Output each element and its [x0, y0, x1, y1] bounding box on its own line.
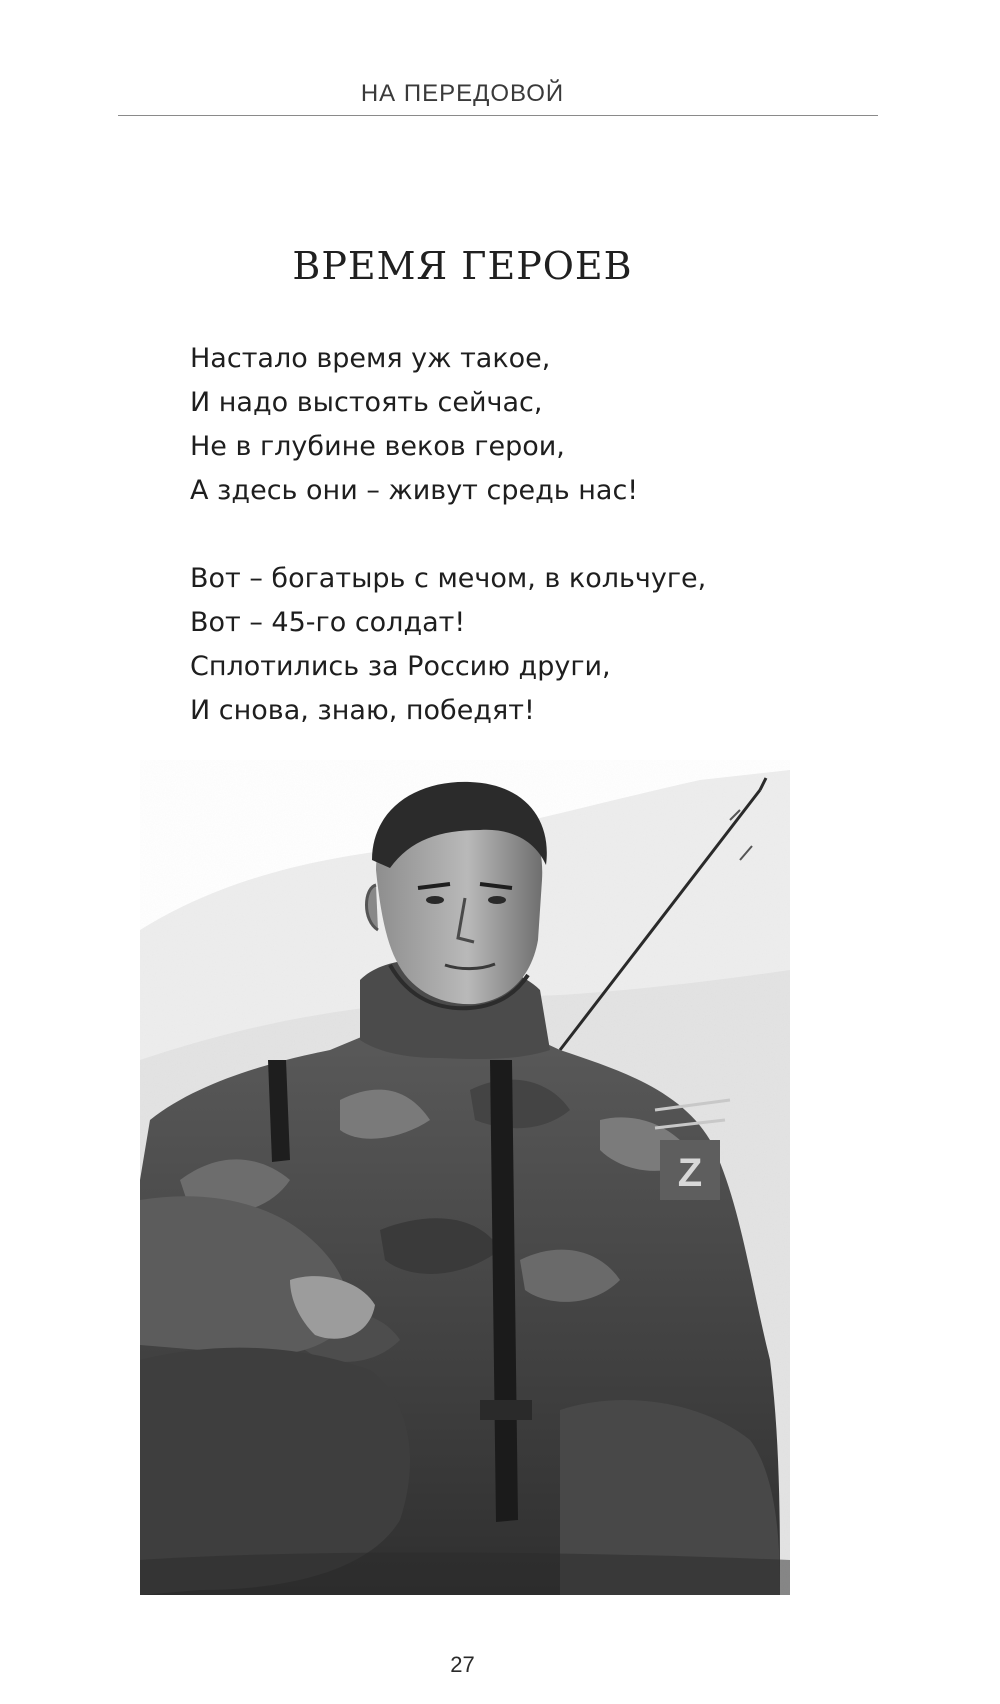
poem-title: ВРЕМЯ ГЕРОЕВ — [292, 244, 633, 288]
running-header: НА ПЕРЕДОВОЙ — [360, 80, 565, 107]
verse-line: Вот – богатырь с мечом, в кольчуге, — [190, 563, 707, 594]
soldier-portrait-illustration — [140, 760, 790, 1595]
verse-line: И снова, знаю, победят! — [190, 695, 535, 726]
verse-line: Настало время уж такое, — [190, 343, 551, 374]
verse-line: Не в глубине веков герои, — [190, 431, 565, 462]
stanza-2 — [190, 557, 810, 733]
stanza-1 — [190, 337, 810, 513]
sleeve-z-mark: Z — [677, 1151, 703, 1195]
verse-line: Сплотились за Россию други, — [190, 651, 611, 682]
verse-line: А здесь они – живут средь нас! — [190, 475, 639, 506]
page-number: 27 — [450, 1652, 475, 1677]
verse-line: И надо выстоять сейчас, — [190, 387, 543, 418]
header-rule — [118, 115, 878, 116]
verse-line: Вот – 45-го солдат! — [190, 607, 466, 638]
